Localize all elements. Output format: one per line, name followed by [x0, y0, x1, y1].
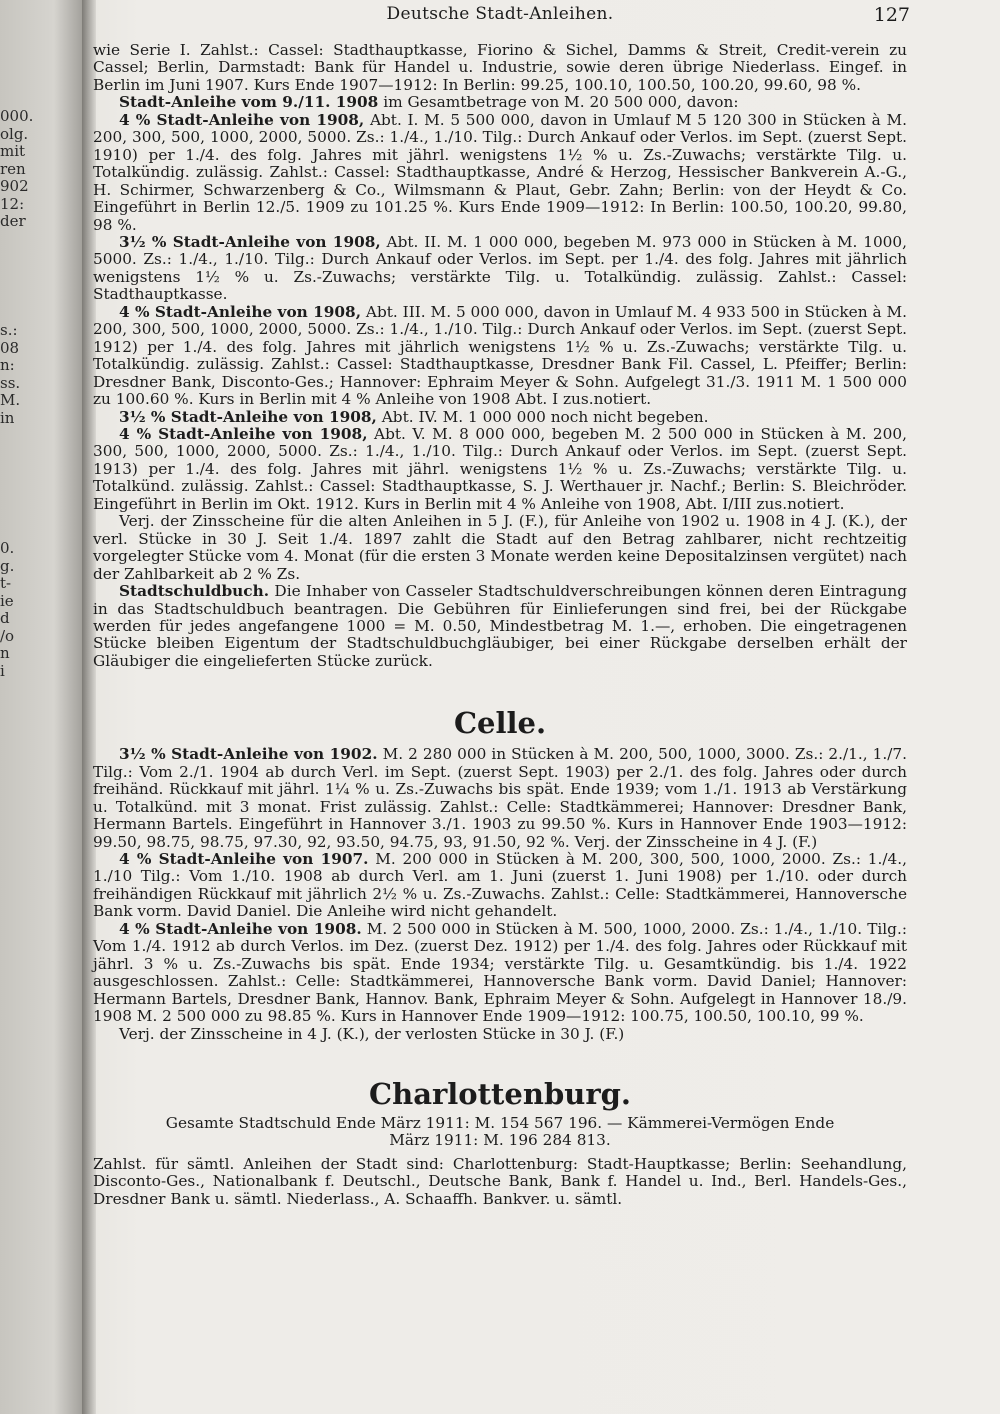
- loan-heading: 4 % Stadt-Anleihe von 1908,: [119, 110, 365, 129]
- loan-text: Abt. V. M. 8 000 000, begeben M. 2 500 000 in Stücken à M. 200, 300, 500, 1000, 2000, 5000. Zs.: 1./4., 1./10. Tilg.: Durch Ankauf oder Verlos. im Sept. (zuerst Sept. 1913) per 1./4. des folg. Jahres mit jährl. wenigstens 1½ % u. Zs.-Zuwachs; verstärkte Tilg. u. Totalkünd. zulässig. Zahlst.: Cassel: Stadthauptkasse, S. J. Werthauer jr. Nachf.; Berlin: S. Bleichröder. Eingeführt in Berlin im Okt. 1912. Kurs in Berlin mit 4 % Anleihe von 1908, Abt. I/III zus.notiert.: [93, 424, 907, 513]
- celle-paragraph: [93, 746, 907, 851]
- gutter-line: in: [0, 408, 15, 427]
- loan-heading: 4 % Stadt-Anleihe von 1908,: [119, 424, 368, 443]
- gutter-line: olg.: [0, 124, 29, 143]
- loan-text: M. 2 280 000 in Stücken à M. 200, 500, 1000, 3000. Zs.: 2./1., 1./7. Tilg.: Vom 2./1. 1904 ab durch Verl. im Sept. (zuerst Sept. 1903) per 2./1. des folg. Jahres oder durch freihänd. Rückkauf mit jährl. 1¼ % u. Zs.-Zuwachs bis spät. Ende 1939; vom 1./1. 1913 ab Verstärkung u. Totalkünd. mit 3 monat. Frist zulässig. Zahlst.: Celle: Stadtkämmerei; Hannover: Dresdner Bank, Hermann Bartels. Eingeführt in Hannover 3./1. 1903 zu 99.50 %. Kurs in Hannover Ende 1903—1912: 99.50, 98.75, 98.75, 97.30, 92, 93.50, 94.75, 93, 91.50, 92 %. Verj. der Zinsscheine in 4 J. (F.): [93, 745, 907, 851]
- gutter-line: /o: [0, 626, 15, 645]
- loan-heading: Stadtschuldbuch.: [119, 582, 270, 601]
- loan-heading: 3½ % Stadt-Anleihe von 1908,: [119, 407, 377, 426]
- kassel-paragraph: Verj. der Zinsscheine für die alten Anleihen in 5 J. (F.), für Anleihe von 1902 u. 1908 in 4 J. (K.), der verl. Stücke in 30 J. Seit 1./4. 1897 zahlt die Stadt auf den Betrag zahlbarer, nicht rechtzeitig vorgelegter Stücke vom 4. Monat (für die ersten 3 Monate werden keine Depositalzinsen vergütet) nach der Zahlbarkeit ab 2 % Zs.: [93, 512, 907, 583]
- gutter-line: M.: [0, 391, 21, 409]
- loan-heading: Stadt-Anleihe vom 9./11. 1908: [119, 93, 379, 112]
- page-number: 127: [873, 4, 910, 26]
- kassel-paragraph: [93, 409, 907, 426]
- loan-text: Abt. II. M. 1 000 000, begeben M. 973 000 in Stücken à M. 1000, 5000. Zs.: 1./4., 1./10. Tilg.: Durch Ankauf oder Verlos. im Sept. per 1./4. des folg. Jahres mit jährlich wenigstens 1½ % u. Zs.-Zuwachs; verstärkte Tilg. u. Totalkündig. zulässig. Zahlst.: Cassel: Stadthauptkasse.: [93, 232, 908, 304]
- previous-page-fragment-3: [0, 540, 40, 680]
- loan-heading: 4 % Stadt-Anleihe von 1908,: [119, 302, 362, 321]
- gutter-line: ie: [0, 591, 14, 610]
- celle-paragraph: Verj. der Zinsscheine in 4 J. (K.), der verlosten Stücke in 30 J. (F.): [119, 1024, 625, 1043]
- gutter-line: g.: [0, 556, 15, 575]
- charlottenburg-summary: Gesamte Stadtschuld Ende März 1911: M. 154 567 196. — Kämmerei-Vermögen Ende: [165, 1114, 835, 1133]
- kassel-paragraph: [93, 583, 907, 670]
- gutter-line: mit: [0, 142, 26, 160]
- kassel-paragraph: [93, 112, 907, 234]
- loan-text: Abt. III. M. 5 000 000, davon in Umlauf M. 4 933 500 in Stücken à M. 200, 300, 500, 1000, 2000, 5000. Zs.: 1./4., 1./10. Tilg.: Durch Ankauf oder Verlos. im Sept. (zuerst Sept. 1912) per 1./4. des folg. Jahres mit jährlich wenigstens 1½ % u. Zs.-Zuwachs; verstärkte Tilg. u. Totalkündig. zulässig. Zahlst.: Cassel: Stadthauptkasse, Dresdner Bank Fil. Cassel, L. Pfeiffer; Berlin: Dresdner Bank, Disconto-Ges.; Hannover: Ephraim Meyer & Sohn. Aufgelegt 31./3. 1911 M. 1 500 000 zu 100.60 %. Kurs in Berlin mit 4 % Anleihe von 1908 Abt. I zus.notiert.: [93, 302, 907, 409]
- loan-heading: 3½ % Stadt-Anleihe von 1902.: [119, 745, 378, 764]
- loan-heading: 3½ % Stadt-Anleihe von 1908,: [119, 232, 381, 251]
- loan-text: Die Inhaber von Casseler Stadtschuldverschreibungen können deren Eintragung in das Stadtschuldbuch beantragen. Die Gebühren für Einlieferungen sind frei, bei der Rückgabe werden für jedes angefangene 1000 = M. 0.50, Mindestbetrag M. 1.—, erhoben. Die eingetragenen Stücke bleiben Eigentum der Stadtschuldbuchgläubiger, bei einer Rückgabe derselben erhält der Gläubiger die eingelieferten Stücke zurück.: [93, 582, 907, 670]
- gutter-line: der: [0, 212, 26, 230]
- celle-paragraph: [93, 921, 907, 1026]
- gutter-line: 902: [0, 177, 29, 195]
- section-title-charlottenburg: Charlottenburg.: [369, 1077, 631, 1112]
- loan-text: M. 2 500 000 in Stücken à M. 500, 1000, 2000. Zs.: 1./4., 1./10. Tilg.: Vom 1./4. 1912 ab durch Verlos. im Dez. (zuerst Dez. 1912) per 1./4. des folg. Jahres oder Rückkauf mit jährl. 3 % u. Zs.-Zuwachs bis spät. Ende 1934; verstärkte Tilg. u. Gesamtkündig. bis 1./4. 1922 ausgeschlossen. Zahlst.: Celle: Stadtkämmerei, Hannoversche Bank vorm. David Daniel; Hannover: Hermann Bartels, Dresdner Bank, Hannov. Bank, Ephraim Meyer & Sohn. Aufgelegt in Hannover 18./9. 1908 M. 2 500 000 zu 98.85 %. Kurs in Hannover Ende 1909—1912: 100.75, 100.50, 100.10, 99 %.: [93, 919, 907, 1026]
- charlottenburg-summary: März 1911: M. 196 284 813.: [389, 1131, 611, 1150]
- charlottenburg-paragraph: Zahlst. für sämtl. Anleihen der Stadt sind: Charlottenburg: Stadt-Hauptkasse; Berlin: Seehandlung, Disconto-Ges., Nationalbank f. Deutschl., Deutsche Bank, Bank f. Handel u. Ind., Berl. Handels-Ges., Dresdner Bank u. sämtl. Niederlass., A. Schaaffh. Bankver. u. sämtl.: [93, 1154, 907, 1208]
- gutter-line: n:: [0, 356, 15, 374]
- loan-text: Abt. I. M. 5 500 000, davon in Umlauf M 5 120 300 in Stücken à M. 200, 300, 500, 1000, 2000, 5000. Zs.: 1./4., 1./10. Tilg.: Durch Ankauf oder Verlos. im Sept. (zuerst Sept. 1910) per 1./4. des folg. Jahres mit jährl. wenigstens 1½ % u. Zs.-Zuwachs; verstärkte Tilg. u. Totalkündig. zulässig. Zahlst.: Cassel: Stadthauptkasse, André & Herzog, Hessischer Bankverein A.-G., H. Schirmer, Schwarzenberg & Co., Wilmsmann & Plaut, Gebr. Zahn; Berlin: von der Heydt & Co. Eingeführt in Berlin 12./5. 1909 zu 101.25 %. Kurs Ende 1909—1912: In Berlin: 100.50, 100.20, 99.80, 98 %.: [93, 110, 908, 234]
- gutter-line: 0.: [0, 540, 15, 557]
- kassel-paragraph: [93, 304, 907, 409]
- previous-page-fragment-1: [0, 108, 40, 231]
- kassel-paragraph: [93, 426, 907, 513]
- gutter-line: ss.: [0, 373, 21, 392]
- celle-paragraph: [93, 851, 907, 921]
- running-header: [90, 4, 910, 32]
- section-title-celle: Celle.: [453, 706, 547, 741]
- gutter-line: n: [0, 644, 10, 662]
- loan-heading: 4 % Stadt-Anleihe von 1908.: [119, 919, 362, 938]
- gutter-line: ren: [0, 159, 26, 178]
- running-title: Deutsche Stadt-Anleihen.: [386, 4, 614, 24]
- loan-text: Abt. IV. M. 1 000 000 noch nicht begeben.: [376, 407, 709, 426]
- kassel-paragraph: wie Serie I. Zahlst.: Cassel: Stadthauptkasse, Fiorino & Sichel, Damms & Streit, Credit-verein zu Cassel; Berlin, Darmstadt: Bank für Handel u. Industrie, sowie deren übrige Niederlass. Eingef. in Berlin im Juni 1907. Kurs Ende 1907—1912: In Berlin: 99.25, 100.10, 100.50, 100.20, 99.60, 98 %.: [93, 41, 907, 94]
- gutter-line: t-: [0, 574, 12, 592]
- loan-text: M. 200 000 in Stücken à M. 200, 300, 500, 1000, 2000. Zs.: 1./4., 1./10 Tilg.: Vom 1./10. 1908 ab durch Verl. am 1. Juni (zuerst 1. Juni 1908) per 1./10. oder durch freihändigen Rückkauf mit jährlich 2½ % u. Zs.-Zuwachs. Zahlst.: Celle: Stadtkämmerei, Hannoversche Bank vorm. David Daniel. Die Anleihe wird nicht gehandelt.: [93, 850, 907, 921]
- loan-text: im Gesamtbetrage von M. 20 500 000, davon:: [378, 93, 739, 112]
- previous-page-edge: [0, 0, 90, 1414]
- previous-page-fragment-2: [0, 322, 40, 427]
- kassel-paragraph: [93, 234, 907, 304]
- gutter-line: 12:: [0, 194, 25, 213]
- gutter-line: 08: [0, 338, 20, 357]
- gutter-line: i: [0, 661, 5, 680]
- loan-heading: 4 % Stadt-Anleihe von 1907.: [119, 850, 369, 869]
- gutter-line: d: [0, 609, 10, 627]
- gutter-line: 000.: [0, 108, 34, 125]
- gutter-line: s.:: [0, 322, 18, 339]
- kassel-paragraph: [93, 94, 907, 111]
- page-body: [93, 42, 907, 1208]
